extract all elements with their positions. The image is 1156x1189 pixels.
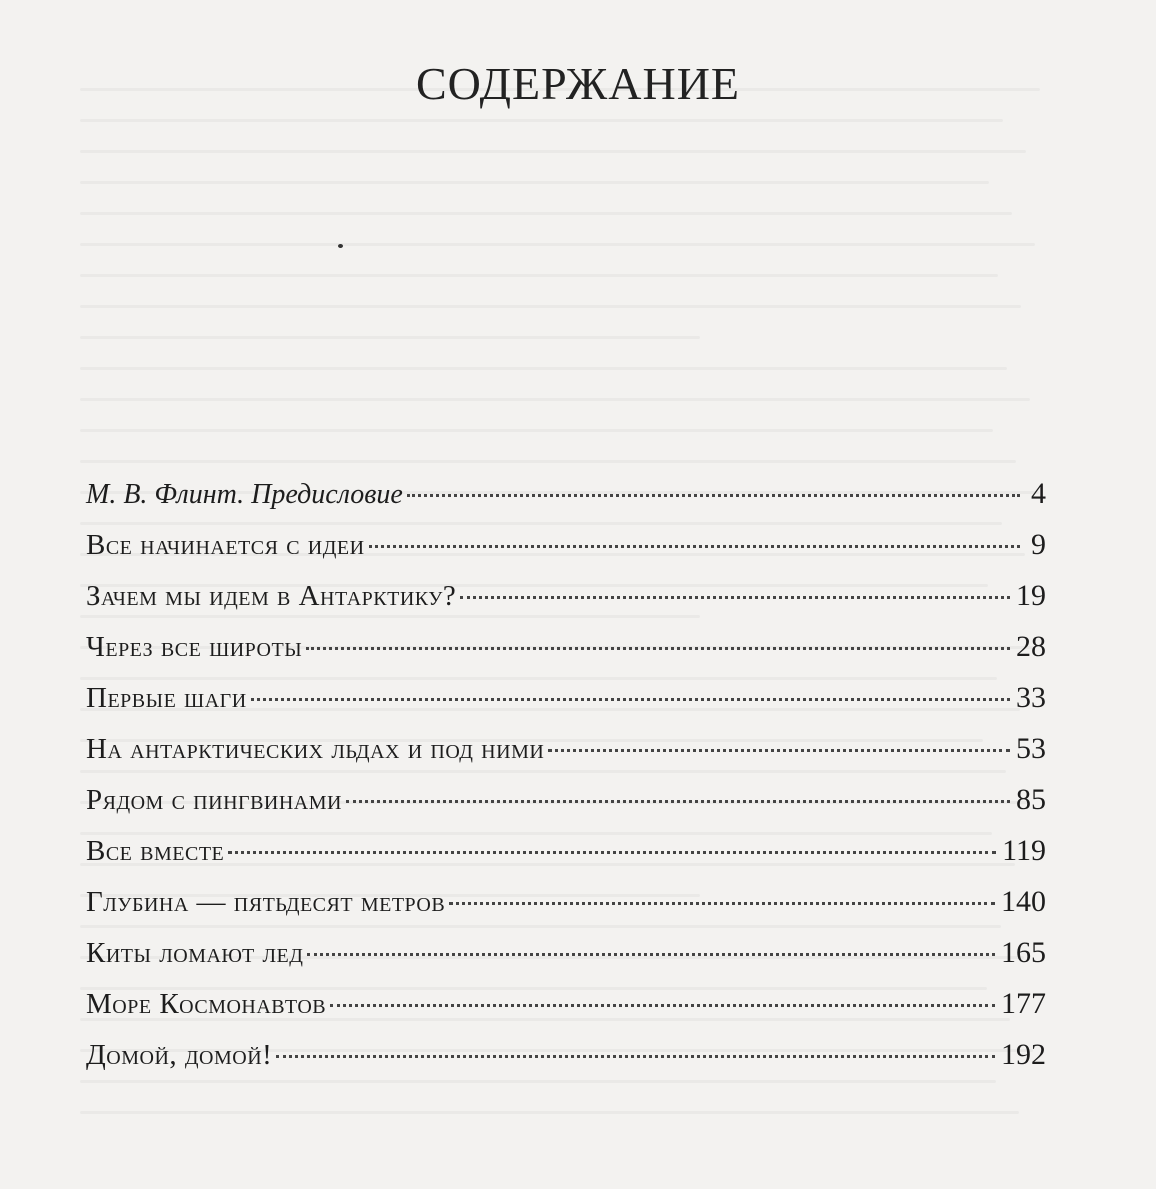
bleed-line bbox=[80, 274, 998, 277]
toc-entry-page: 165 bbox=[1001, 936, 1046, 969]
toc-entry-title: Зачем мы идем в Антарктику? bbox=[86, 580, 457, 612]
toc-leader-dots bbox=[407, 494, 1020, 497]
toc-entry-page: 33 bbox=[1016, 681, 1046, 714]
toc-entry-page: 177 bbox=[1001, 987, 1046, 1020]
toc-entry[interactable] bbox=[86, 630, 1046, 681]
toc-leader-dots bbox=[346, 800, 1010, 803]
toc-entry-page: 192 bbox=[1001, 1038, 1046, 1071]
toc-leader-dots bbox=[228, 851, 996, 854]
toc-entry[interactable] bbox=[86, 477, 1046, 528]
toc-entry-title: На антарктических льдах и под ними bbox=[86, 733, 545, 765]
table-of-contents bbox=[86, 477, 1046, 1089]
toc-entry-page: 53 bbox=[1016, 732, 1046, 765]
bleed-line bbox=[80, 181, 989, 184]
toc-entry[interactable] bbox=[86, 681, 1046, 732]
toc-leader-dots bbox=[369, 545, 1020, 548]
toc-entry-title: Через все широты bbox=[86, 631, 303, 663]
toc-entry[interactable] bbox=[86, 579, 1046, 630]
toc-entry[interactable] bbox=[86, 885, 1046, 936]
toc-entry-title: Киты ломают лед bbox=[86, 937, 304, 969]
toc-entry[interactable] bbox=[86, 732, 1046, 783]
toc-entry-title: Все начинается с идеи bbox=[86, 529, 365, 561]
bleed-line bbox=[80, 460, 1016, 463]
toc-leader-dots bbox=[449, 902, 995, 905]
bleed-line bbox=[80, 243, 1035, 246]
bleed-line bbox=[80, 367, 1007, 370]
toc-leader-dots bbox=[548, 749, 1010, 752]
bleed-line bbox=[80, 1111, 1019, 1114]
toc-leader-dots bbox=[251, 698, 1010, 701]
toc-entry[interactable] bbox=[86, 936, 1046, 987]
toc-leader-dots bbox=[460, 596, 1010, 599]
toc-leader-dots bbox=[306, 647, 1010, 650]
toc-entry-page: 28 bbox=[1016, 630, 1046, 663]
toc-entry-title: М. В. Флинт. Предисловие bbox=[86, 479, 403, 510]
toc-entry[interactable] bbox=[86, 987, 1046, 1038]
page-title: СОДЕРЖАНИЕ bbox=[415, 57, 741, 109]
toc-entry-page: 9 bbox=[1031, 528, 1046, 561]
toc-entry[interactable] bbox=[86, 834, 1046, 885]
toc-leader-dots bbox=[330, 1004, 995, 1007]
toc-entry-title: Все вместе bbox=[86, 835, 225, 867]
toc-leader-dots bbox=[307, 953, 995, 956]
toc-entry-title: Море Космонавтов bbox=[86, 988, 327, 1020]
toc-entry-page: 85 bbox=[1016, 783, 1046, 816]
toc-entry[interactable] bbox=[86, 528, 1046, 579]
bleed-line bbox=[80, 305, 1021, 308]
toc-entry-title: Первые шаги bbox=[86, 682, 247, 714]
toc-entry[interactable] bbox=[86, 783, 1046, 834]
paper-speck bbox=[338, 244, 343, 248]
toc-entry-page: 140 bbox=[1001, 885, 1046, 918]
bleed-line bbox=[80, 150, 1026, 153]
toc-entry-title: Домой, домой! bbox=[86, 1039, 273, 1071]
bleed-line bbox=[80, 119, 1003, 122]
toc-leader-dots bbox=[276, 1055, 995, 1058]
toc-entry-title: Рядом с пингвинами bbox=[86, 784, 342, 816]
bleed-line bbox=[80, 398, 1030, 401]
bleed-line bbox=[80, 336, 700, 339]
bleed-line bbox=[80, 212, 1012, 215]
toc-entry[interactable] bbox=[86, 1038, 1046, 1089]
bleed-line bbox=[80, 429, 993, 432]
toc-entry-page: 119 bbox=[1002, 834, 1046, 867]
toc-entry-page: 4 bbox=[1031, 477, 1046, 510]
toc-entry-title: Глубина — пятьдесят метров bbox=[86, 886, 446, 918]
toc-entry-page: 19 bbox=[1016, 579, 1046, 612]
